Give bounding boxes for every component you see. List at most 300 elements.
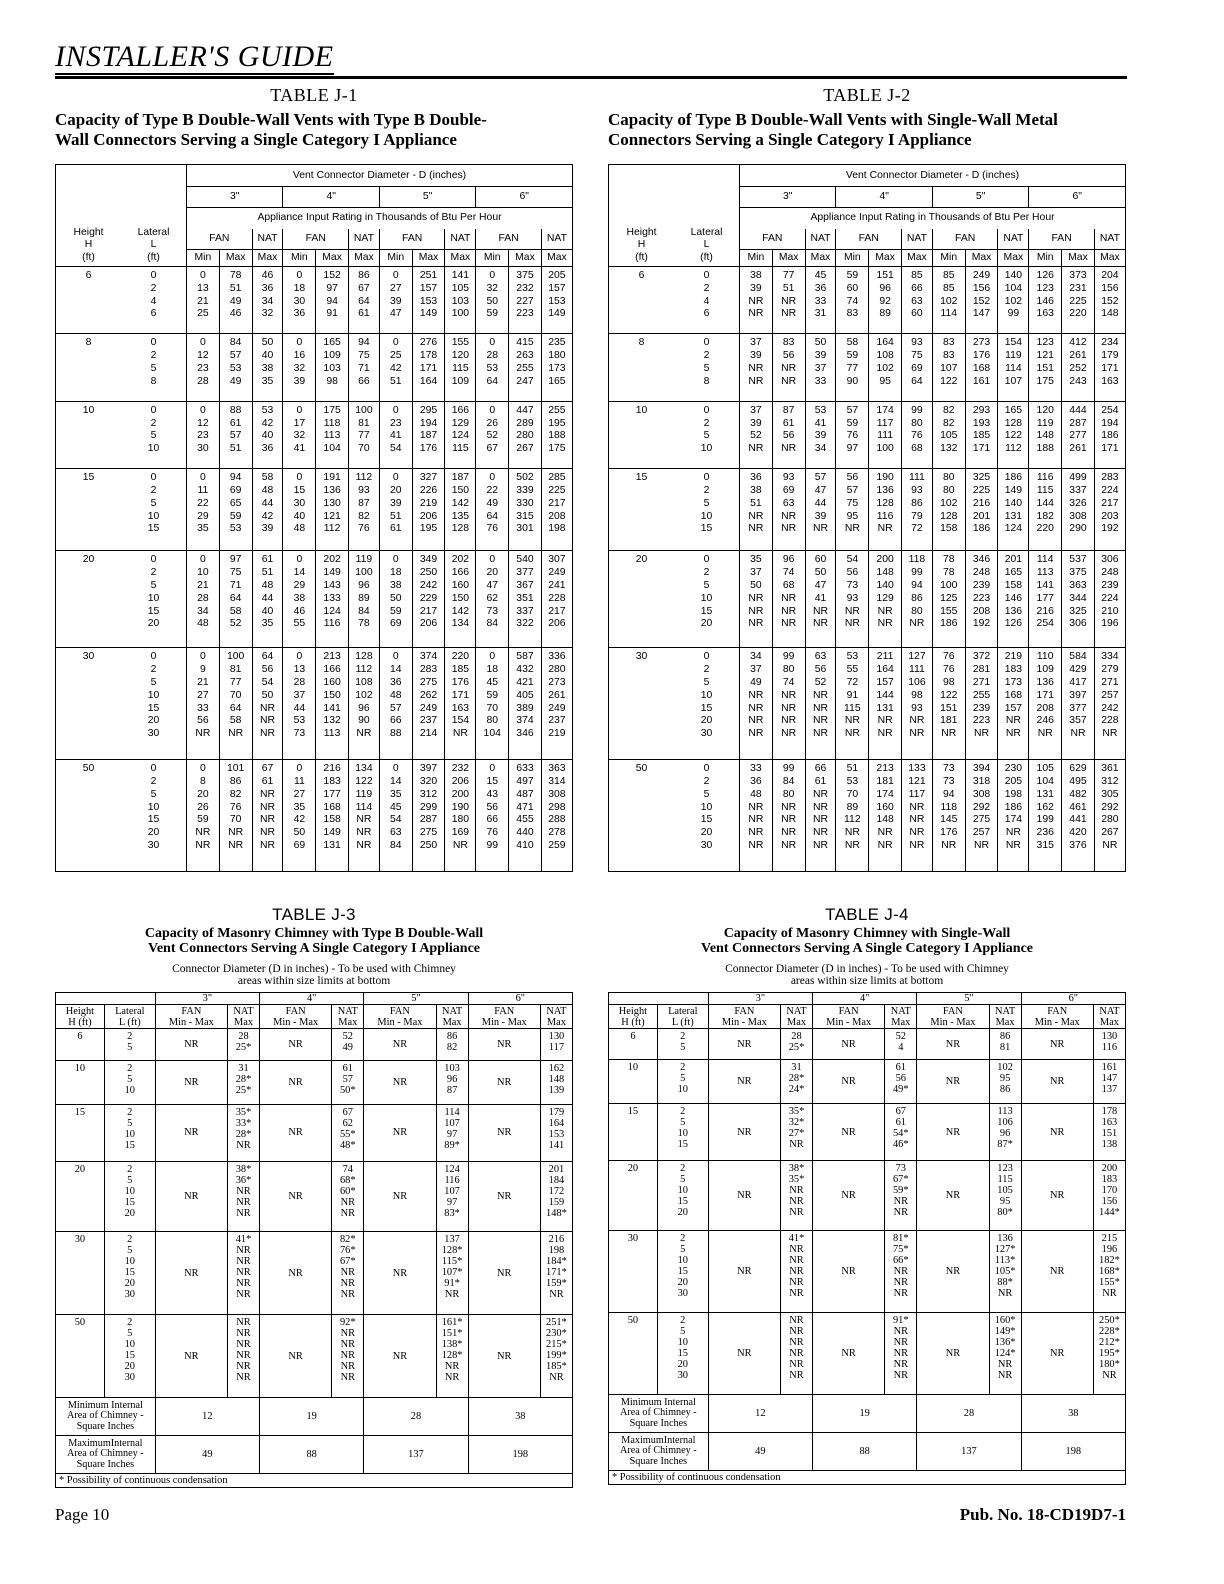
- table-row: [56, 1162, 573, 1232]
- nat-header: NAT: [1094, 229, 1125, 250]
- capacity-values: 235 180 173 165: [541, 334, 572, 401]
- capacity-values: 78 51 49 46: [219, 267, 252, 334]
- capacity-values: 38 39 NR NR: [740, 267, 773, 334]
- capacity-values: 46 36 34 32: [252, 267, 283, 334]
- capacity-values: 82 82 105 132: [932, 401, 965, 468]
- nat-header: NAT Max: [885, 1005, 917, 1029]
- table-j3-note: Connector Diameter (D in inches) - To be used with Chimney areas within size limits at bottom: [172, 963, 456, 987]
- fan-header: FAN: [476, 229, 542, 250]
- capacity-values: 336 280 273 261 249 237 219: [541, 648, 572, 760]
- capacity-values: 502 339 330 315 301: [509, 469, 542, 551]
- nat-values: 215 196 182* 168* 155* NR: [1093, 1230, 1125, 1312]
- capacity-values: 0 8 20 26 59 NR NR: [187, 760, 220, 872]
- capacity-values: 116 115 144 182 220: [1029, 469, 1062, 551]
- table-row: [609, 1060, 1126, 1104]
- table-row: [56, 760, 573, 872]
- capacity-values: 96 74 68 NR NR NR: [772, 551, 805, 648]
- fan-value: NR: [468, 1029, 540, 1061]
- min-header: Min: [1029, 250, 1062, 267]
- capacity-values: 93 75 69 64: [901, 334, 932, 401]
- diameter-header: 6": [468, 993, 572, 1005]
- publication-number: Pub. No. 18-CD19D7-1: [959, 1505, 1126, 1524]
- table-row: [56, 551, 573, 648]
- table-j4-note: Connector Diameter (D in inches) - To be used with Chimney areas within size limits at bottom: [725, 963, 1009, 987]
- capacity-values: 51 53 70 89 112 NR NR: [836, 760, 869, 872]
- guide-title: INSTALLER'S GUIDE: [55, 40, 334, 73]
- nat-values: 67 62 55* 48*: [332, 1104, 364, 1161]
- min-area-row: [609, 1395, 1126, 1433]
- capacity-values: 100 81 77 70 64 58 NR: [219, 648, 252, 760]
- fan-value: NR: [364, 1232, 436, 1315]
- fan-value: NR: [1021, 1029, 1093, 1060]
- height-value: 20: [56, 1162, 105, 1232]
- lateral-values: 2 5 10 15 20 30: [657, 1312, 708, 1394]
- nat-values: 130 117: [540, 1029, 572, 1061]
- capacity-values: 86 67 64 61: [348, 267, 379, 334]
- nat-header: NAT: [998, 229, 1029, 250]
- nat-values: 61 56 49*: [885, 1060, 917, 1104]
- capacity-values: 190 136 128 116 NR: [869, 469, 902, 551]
- capacity-values: 88 61 57 51: [219, 401, 252, 468]
- capacity-values: 93 69 63 NR NR: [772, 469, 805, 551]
- fan-value: NR: [155, 1315, 227, 1398]
- header-row: [56, 165, 573, 187]
- capacity-values: 295 194 187 176: [412, 401, 445, 468]
- capacity-values: 58 59 77 90: [836, 334, 869, 401]
- max-header: Max: [869, 250, 902, 267]
- capacity-values: 134 122 119 114 NR NR NR: [348, 760, 379, 872]
- nat-values: 74 68* 60* NR NR: [332, 1162, 364, 1232]
- capacity-values: 273 176 168 161: [965, 334, 998, 401]
- fan-value: NR: [155, 1029, 227, 1061]
- lateral-header: Lateral L (ft): [121, 165, 187, 267]
- capacity-values: 0 18 30 36: [283, 267, 316, 334]
- capacity-values: 53 41 39 34: [805, 401, 836, 468]
- capacity-values: 60 50 47 41 NR NR: [805, 551, 836, 648]
- fan-value: NR: [468, 1060, 540, 1104]
- capacity-values: 373 231 225 220: [1062, 267, 1095, 334]
- height-header: Height H (ft): [609, 165, 675, 267]
- table-row: [609, 648, 1126, 760]
- capacity-values: 204 156 152 148: [1094, 267, 1125, 334]
- fan-value: NR: [155, 1232, 227, 1315]
- max-header: Max: [316, 250, 349, 267]
- capacity-values: 56 57 75 95 NR: [836, 469, 869, 551]
- capacity-values: 151 96 92 89: [869, 267, 902, 334]
- capacity-values: 53 42 40 36: [252, 401, 283, 468]
- fan-value: NR: [260, 1104, 332, 1161]
- capacity-values: 63 56 52 NR NR NR NR: [805, 648, 836, 760]
- capacity-values: 0 15 30 40 48: [283, 469, 316, 551]
- capacity-values: 94 75 71 66: [348, 334, 379, 401]
- capacity-values: 255 195 188 175: [541, 401, 572, 468]
- max-header: Max: [805, 250, 836, 267]
- nat-values: 160* 149* 136* 124* NR NR: [989, 1312, 1021, 1394]
- capacity-values: 216 183 177 168 158 149 131: [316, 760, 349, 872]
- fan-value: NR: [155, 1162, 227, 1232]
- height-value: 30: [609, 648, 675, 760]
- capacity-values: 0 18 45 59 70 80 104: [476, 648, 509, 760]
- nat-values: 113 106 96 87*: [989, 1104, 1021, 1161]
- fan-value: NR: [155, 1104, 227, 1161]
- capacity-values: 80 80 102 128 158: [932, 469, 965, 551]
- capacity-values: 187 150 142 135 128: [445, 469, 476, 551]
- fan-value: NR: [708, 1104, 780, 1161]
- table-row: [56, 267, 573, 334]
- fan-value: NR: [917, 1060, 989, 1104]
- footnote-row: [609, 1471, 1126, 1485]
- footnote-row: [56, 1474, 573, 1488]
- max-area-value: 88: [813, 1433, 917, 1471]
- capacity-values: 53 55 72 91 115 NR NR: [836, 648, 869, 760]
- max-area-row: [56, 1436, 573, 1474]
- fan-value: NR: [813, 1230, 885, 1312]
- fan-value: NR: [364, 1029, 436, 1061]
- capacity-values: 85 66 63 60: [901, 267, 932, 334]
- fan-value: NR: [468, 1162, 540, 1232]
- input-rating-header: Appliance Input Rating in Thousands of Btu Per Hour: [187, 208, 573, 229]
- max-header: Max: [412, 250, 445, 267]
- lateral-values: 0 2 5 10 15 20: [121, 551, 187, 648]
- capacity-values: 254 194 186 171: [1094, 401, 1125, 468]
- table-row: [56, 1029, 573, 1061]
- table-j4: [608, 992, 1126, 1485]
- capacity-values: 0 22 49 64 76: [476, 469, 509, 551]
- diameter-header: 6": [1021, 993, 1125, 1005]
- capacity-values: 447 289 280 267: [509, 401, 542, 468]
- lateral-values: 0 2 5 10 15 20 30: [121, 648, 187, 760]
- capacity-values: 201 165 158 146 136 126: [998, 551, 1029, 648]
- capacity-values: 584 429 417 397 377 357 NR: [1062, 648, 1095, 760]
- fan-value: NR: [468, 1104, 540, 1161]
- capacity-values: 83 56 NR NR: [772, 334, 805, 401]
- fan-header: FAN Min - Max: [708, 1005, 780, 1029]
- nat-values: NR NR NR NR NR NR: [780, 1312, 812, 1394]
- table-row: [609, 401, 1126, 468]
- nat-values: 102 95 86: [989, 1060, 1021, 1104]
- fan-value: NR: [917, 1161, 989, 1230]
- height-value: 10: [609, 1060, 658, 1104]
- capacity-values: 587 432 421 405 389 374 346: [509, 648, 542, 760]
- capacity-values: 200 148 140 129 NR NR: [869, 551, 902, 648]
- fan-value: NR: [813, 1161, 885, 1230]
- nat-values: 178 163 151 138: [1093, 1104, 1125, 1161]
- capacity-values: 415 263 255 247: [509, 334, 542, 401]
- capacity-values: 0 14 35 45 54 63 84: [379, 760, 412, 872]
- diameter-header: 4": [836, 187, 932, 208]
- min-header: Min: [740, 250, 773, 267]
- lateral-header: Lateral L (ft): [657, 1005, 708, 1029]
- capacity-values: 84 57 53 49: [219, 334, 252, 401]
- capacity-values: 213 181 174 160 148 NR NR: [869, 760, 902, 872]
- lateral-values: 2 5: [657, 1029, 708, 1060]
- nat-values: 52 49: [332, 1029, 364, 1061]
- min-header: Min: [932, 250, 965, 267]
- lateral-values: 0 2 5 10 15: [121, 469, 187, 551]
- height-header: Height H (ft): [56, 165, 122, 267]
- nat-values: 137 128* 115* 107* 91* NR: [436, 1232, 468, 1315]
- capacity-values: 397 320 312 299 287 275 250: [412, 760, 445, 872]
- capacity-values: 0 26 52 67: [476, 401, 509, 468]
- max-header: Max: [445, 250, 476, 267]
- nat-values: 201 184 172 159 148*: [540, 1162, 572, 1232]
- min-area-row: [56, 1398, 573, 1436]
- capacity-values: 349 250 242 229 217 206: [412, 551, 445, 648]
- fan-value: NR: [260, 1060, 332, 1104]
- fan-value: NR: [813, 1060, 885, 1104]
- diameter-row: [56, 993, 573, 1005]
- footnote: * Possibility of continuous condensation: [609, 1471, 1126, 1485]
- fan-value: NR: [1021, 1060, 1093, 1104]
- fan-value: NR: [708, 1161, 780, 1230]
- height-value: 50: [56, 1315, 105, 1398]
- height-value: 30: [56, 648, 122, 760]
- height-value: 10: [56, 401, 122, 468]
- capacity-values: 0 14 36 48 57 66 88: [379, 648, 412, 760]
- height-value: 6: [56, 1029, 105, 1061]
- header-row: [609, 165, 1126, 187]
- capacity-values: 0 20 39 51 61: [379, 469, 412, 551]
- capacity-values: 306 248 239 224 210 196: [1094, 551, 1125, 648]
- fan-header: FAN Min - Max: [260, 1005, 332, 1029]
- capacity-values: 0 25 42 51: [379, 334, 412, 401]
- nat-header: NAT: [805, 229, 836, 250]
- nat-values: 250* 228* 212* 195* 180* NR: [1093, 1312, 1125, 1394]
- lateral-values: 0 2 5 10: [121, 401, 187, 468]
- capacity-values: 120 119 148 188: [1029, 401, 1062, 468]
- height-value: 10: [609, 401, 675, 468]
- fan-header: FAN: [932, 229, 998, 250]
- max-header: Max: [1094, 250, 1125, 267]
- capacity-values: 0 13 21 25: [187, 267, 220, 334]
- capacity-values: 327 226 219 206 195: [412, 469, 445, 551]
- table-row: [609, 1104, 1126, 1161]
- nat-values: 136 127* 113* 105* 88* NR: [989, 1230, 1021, 1312]
- table-row: [609, 1230, 1126, 1312]
- lateral-values: 0 2 5 8: [121, 334, 187, 401]
- capacity-values: 61 51 48 44 40 35: [252, 551, 283, 648]
- nat-values: 130 116: [1093, 1029, 1125, 1060]
- diameter-header: 5": [932, 187, 1028, 208]
- capacity-values: 0 23 41 54: [379, 401, 412, 468]
- max-header: Max: [252, 250, 283, 267]
- nat-values: 86 82: [436, 1029, 468, 1061]
- diameter-header: 3": [187, 187, 283, 208]
- capacity-values: 191 136 130 121 112: [316, 469, 349, 551]
- nat-values: NR NR NR NR NR NR: [227, 1315, 259, 1398]
- lateral-values: 2 5 10 15 20 30: [104, 1232, 155, 1315]
- fan-value: NR: [260, 1315, 332, 1398]
- nat-header: NAT Max: [1093, 1005, 1125, 1029]
- min-header: Min: [836, 250, 869, 267]
- height-value: 15: [609, 469, 675, 551]
- diameter-header: 6": [476, 187, 573, 208]
- capacity-values: 0 32 50 59: [476, 267, 509, 334]
- capacity-values: 85 85 102 114: [932, 267, 965, 334]
- capacity-values: 175 118 113 104: [316, 401, 349, 468]
- table-j2-subtitle: Capacity of Type B Double-Wall Vents with Single-Wall Metal Connectors Serving a Single Category I Appliance: [608, 110, 1058, 149]
- min-header: Min: [283, 250, 316, 267]
- footnote: * Possibility of continuous condensation: [56, 1474, 573, 1488]
- capacity-values: 123 121 151 175: [1029, 334, 1062, 401]
- lateral-values: 0 2 5 10 15 20 30: [674, 760, 740, 872]
- capacity-values: 629 495 482 461 441 420 376: [1062, 760, 1095, 872]
- min-area-value: 19: [813, 1395, 917, 1433]
- height-value: 10: [56, 1060, 105, 1104]
- diameter-header: 6": [1029, 187, 1126, 208]
- nat-values: 61 57 50*: [332, 1060, 364, 1104]
- fan-header: FAN Min - Max: [155, 1005, 227, 1029]
- table-row: [56, 1104, 573, 1161]
- capacity-values: 165 128 122 112: [998, 401, 1029, 468]
- nat-values: 124 116 107 97 83*: [436, 1162, 468, 1232]
- capacity-values: 325 225 216 201 186: [965, 469, 998, 551]
- nat-values: 114 107 97 89*: [436, 1104, 468, 1161]
- page-number: Page 10: [55, 1505, 110, 1524]
- fan-value: NR: [917, 1312, 989, 1394]
- height-value: 6: [609, 1029, 658, 1060]
- max-area-value: 137: [364, 1436, 468, 1474]
- diameter-header: 5": [917, 993, 1021, 1005]
- lateral-values: 0 2 5 10 15 20: [674, 551, 740, 648]
- capacity-values: 0 18 38 50 59 69: [379, 551, 412, 648]
- capacity-values: 0 27 39 47: [379, 267, 412, 334]
- height-value: 6: [609, 267, 675, 334]
- nat-values: 82* 76* 67* NR NR NR: [332, 1232, 364, 1315]
- nat-values: 31 28* 25*: [227, 1060, 259, 1104]
- header-row: [56, 1005, 573, 1029]
- fan-value: NR: [708, 1230, 780, 1312]
- capacity-values: 0 11 22 29 35: [187, 469, 220, 551]
- capacity-values: 83 83 107 122: [932, 334, 965, 401]
- capacity-values: 232 206 200 190 180 169 NR: [445, 760, 476, 872]
- min-area-value: 28: [364, 1398, 468, 1436]
- nat-values: 38* 36* NR NR NR: [227, 1162, 259, 1232]
- fan-header: FAN Min - Max: [813, 1005, 885, 1029]
- capacity-values: 0 14 29 38 46 55: [283, 551, 316, 648]
- min-header: Min: [379, 250, 412, 267]
- nat-values: 103 96 87: [436, 1060, 468, 1104]
- capacity-values: 444 287 277 261: [1062, 401, 1095, 468]
- nat-values: 179 164 153 141: [540, 1104, 572, 1161]
- fan-value: NR: [468, 1315, 540, 1398]
- table-row: [609, 1029, 1126, 1060]
- nat-values: 161* 151* 138* 128* NR NR: [436, 1315, 468, 1398]
- capacity-values: 99 80 74 NR NR NR NR: [772, 648, 805, 760]
- diameter-header: 4": [260, 993, 364, 1005]
- page-header: [55, 42, 1127, 79]
- table-row: [609, 1312, 1126, 1394]
- min-area-value: 19: [260, 1398, 364, 1436]
- capacity-values: 372 281 271 255 239 223 NR: [965, 648, 998, 760]
- height-value: 20: [609, 551, 675, 648]
- lateral-values: 0 2 5 10: [674, 401, 740, 468]
- fan-value: NR: [364, 1315, 436, 1398]
- table-row: [609, 551, 1126, 648]
- capacity-values: 99 84 80 NR NR NR NR: [772, 760, 805, 872]
- height-value: 8: [56, 334, 122, 401]
- diameter-header: 4": [813, 993, 917, 1005]
- capacity-values: 213 166 160 150 141 132 113: [316, 648, 349, 760]
- capacity-values: 112 93 87 82 76: [348, 469, 379, 551]
- fan-value: NR: [708, 1029, 780, 1060]
- table-j1-subtitle: Capacity of Type B Double-Wall Vents with Type B Double- Wall Connectors Serving a Single Category I Appliance: [55, 110, 487, 149]
- min-area-value: 28: [917, 1395, 1021, 1433]
- capacity-values: 99 80 76 68: [901, 401, 932, 468]
- nat-header: NAT Max: [332, 1005, 364, 1029]
- lateral-values: 2 5 10 15: [104, 1104, 155, 1161]
- capacity-values: 249 156 152 147: [965, 267, 998, 334]
- fan-header: FAN Min - Max: [1021, 1005, 1093, 1029]
- capacity-values: 127 111 106 98 93 NR NR: [901, 648, 932, 760]
- max-area-row: [609, 1433, 1126, 1471]
- capacity-values: 64 56 54 50 NR NR NR: [252, 648, 283, 760]
- capacity-values: 34 37 49 NR NR NR NR: [740, 648, 773, 760]
- capacity-values: 114 113 141 177 216 254: [1029, 551, 1062, 648]
- capacity-values: 152 97 94 91: [316, 267, 349, 334]
- height-value: 50: [609, 760, 675, 872]
- lateral-values: 2 5 10 15: [657, 1104, 708, 1161]
- capacity-values: 211 164 157 144 131 NR NR: [869, 648, 902, 760]
- capacity-values: 230 205 198 186 174 NR NR: [998, 760, 1029, 872]
- nat-values: 92* NR NR NR NR NR: [332, 1315, 364, 1398]
- capacity-values: 202 166 160 150 142 134: [445, 551, 476, 648]
- table-j3-subtitle: Capacity of Masonry Chimney with Type B Double-Wall Vent Connectors Serving A Single Category I Appliance: [144, 926, 484, 956]
- header-row: [609, 1005, 1126, 1029]
- capacity-values: 0 13 28 37 44 53 73: [283, 648, 316, 760]
- table-row: [609, 267, 1126, 334]
- max-header: Max: [965, 250, 998, 267]
- lateral-values: 0 2 5 10 15 20 30: [121, 760, 187, 872]
- max-header: Max: [509, 250, 542, 267]
- capacity-values: 0 17 32 41: [283, 401, 316, 468]
- max-header: Max: [1062, 250, 1095, 267]
- capacity-values: 0 16 32 39: [283, 334, 316, 401]
- capacity-values: 165 109 103 98: [316, 334, 349, 401]
- fan-value: NR: [708, 1312, 780, 1394]
- capacity-values: 35 37 50 NR NR NR: [740, 551, 773, 648]
- capacity-values: 166 129 124 115: [445, 401, 476, 468]
- lateral-values: 2 5 10: [657, 1060, 708, 1104]
- capacity-values: 0 12 23 28: [187, 334, 220, 401]
- input-rating-header: Appliance Input Rating in Thousands of Btu Per Hour: [740, 208, 1126, 229]
- table-row: [56, 401, 573, 468]
- capacity-values: 77 51 NR NR: [772, 267, 805, 334]
- fan-value: NR: [813, 1104, 885, 1161]
- height-value: 15: [609, 1104, 658, 1161]
- max-area-value: 137: [917, 1433, 1021, 1471]
- fan-value: NR: [1021, 1161, 1093, 1230]
- nat-values: 86 81: [989, 1029, 1021, 1060]
- capacity-values: 33 36 48 NR NR NR NR: [740, 760, 773, 872]
- capacity-values: 119 100 96 89 84 78: [348, 551, 379, 648]
- height-value: 20: [609, 1161, 658, 1230]
- height-value: 15: [56, 1104, 105, 1161]
- table-j1: [55, 164, 573, 872]
- capacity-values: 101 86 82 76 70 NR NR: [219, 760, 252, 872]
- fan-header: FAN: [740, 229, 806, 250]
- capacity-values: 202 149 143 133 124 116: [316, 551, 349, 648]
- capacity-values: 363 314 308 298 288 278 259: [541, 760, 572, 872]
- capacity-values: 155 120 115 109: [445, 334, 476, 401]
- lateral-values: 2 5 10: [104, 1060, 155, 1104]
- nat-header: NAT Max: [780, 1005, 812, 1029]
- nat-values: 161 147 137: [1093, 1060, 1125, 1104]
- capacity-values: 0 9 21 27 33 56 NR: [187, 648, 220, 760]
- capacity-values: 0 28 53 64: [476, 334, 509, 401]
- fan-value: NR: [1021, 1230, 1093, 1312]
- nat-values: 123 115 105 95 80*: [989, 1161, 1021, 1230]
